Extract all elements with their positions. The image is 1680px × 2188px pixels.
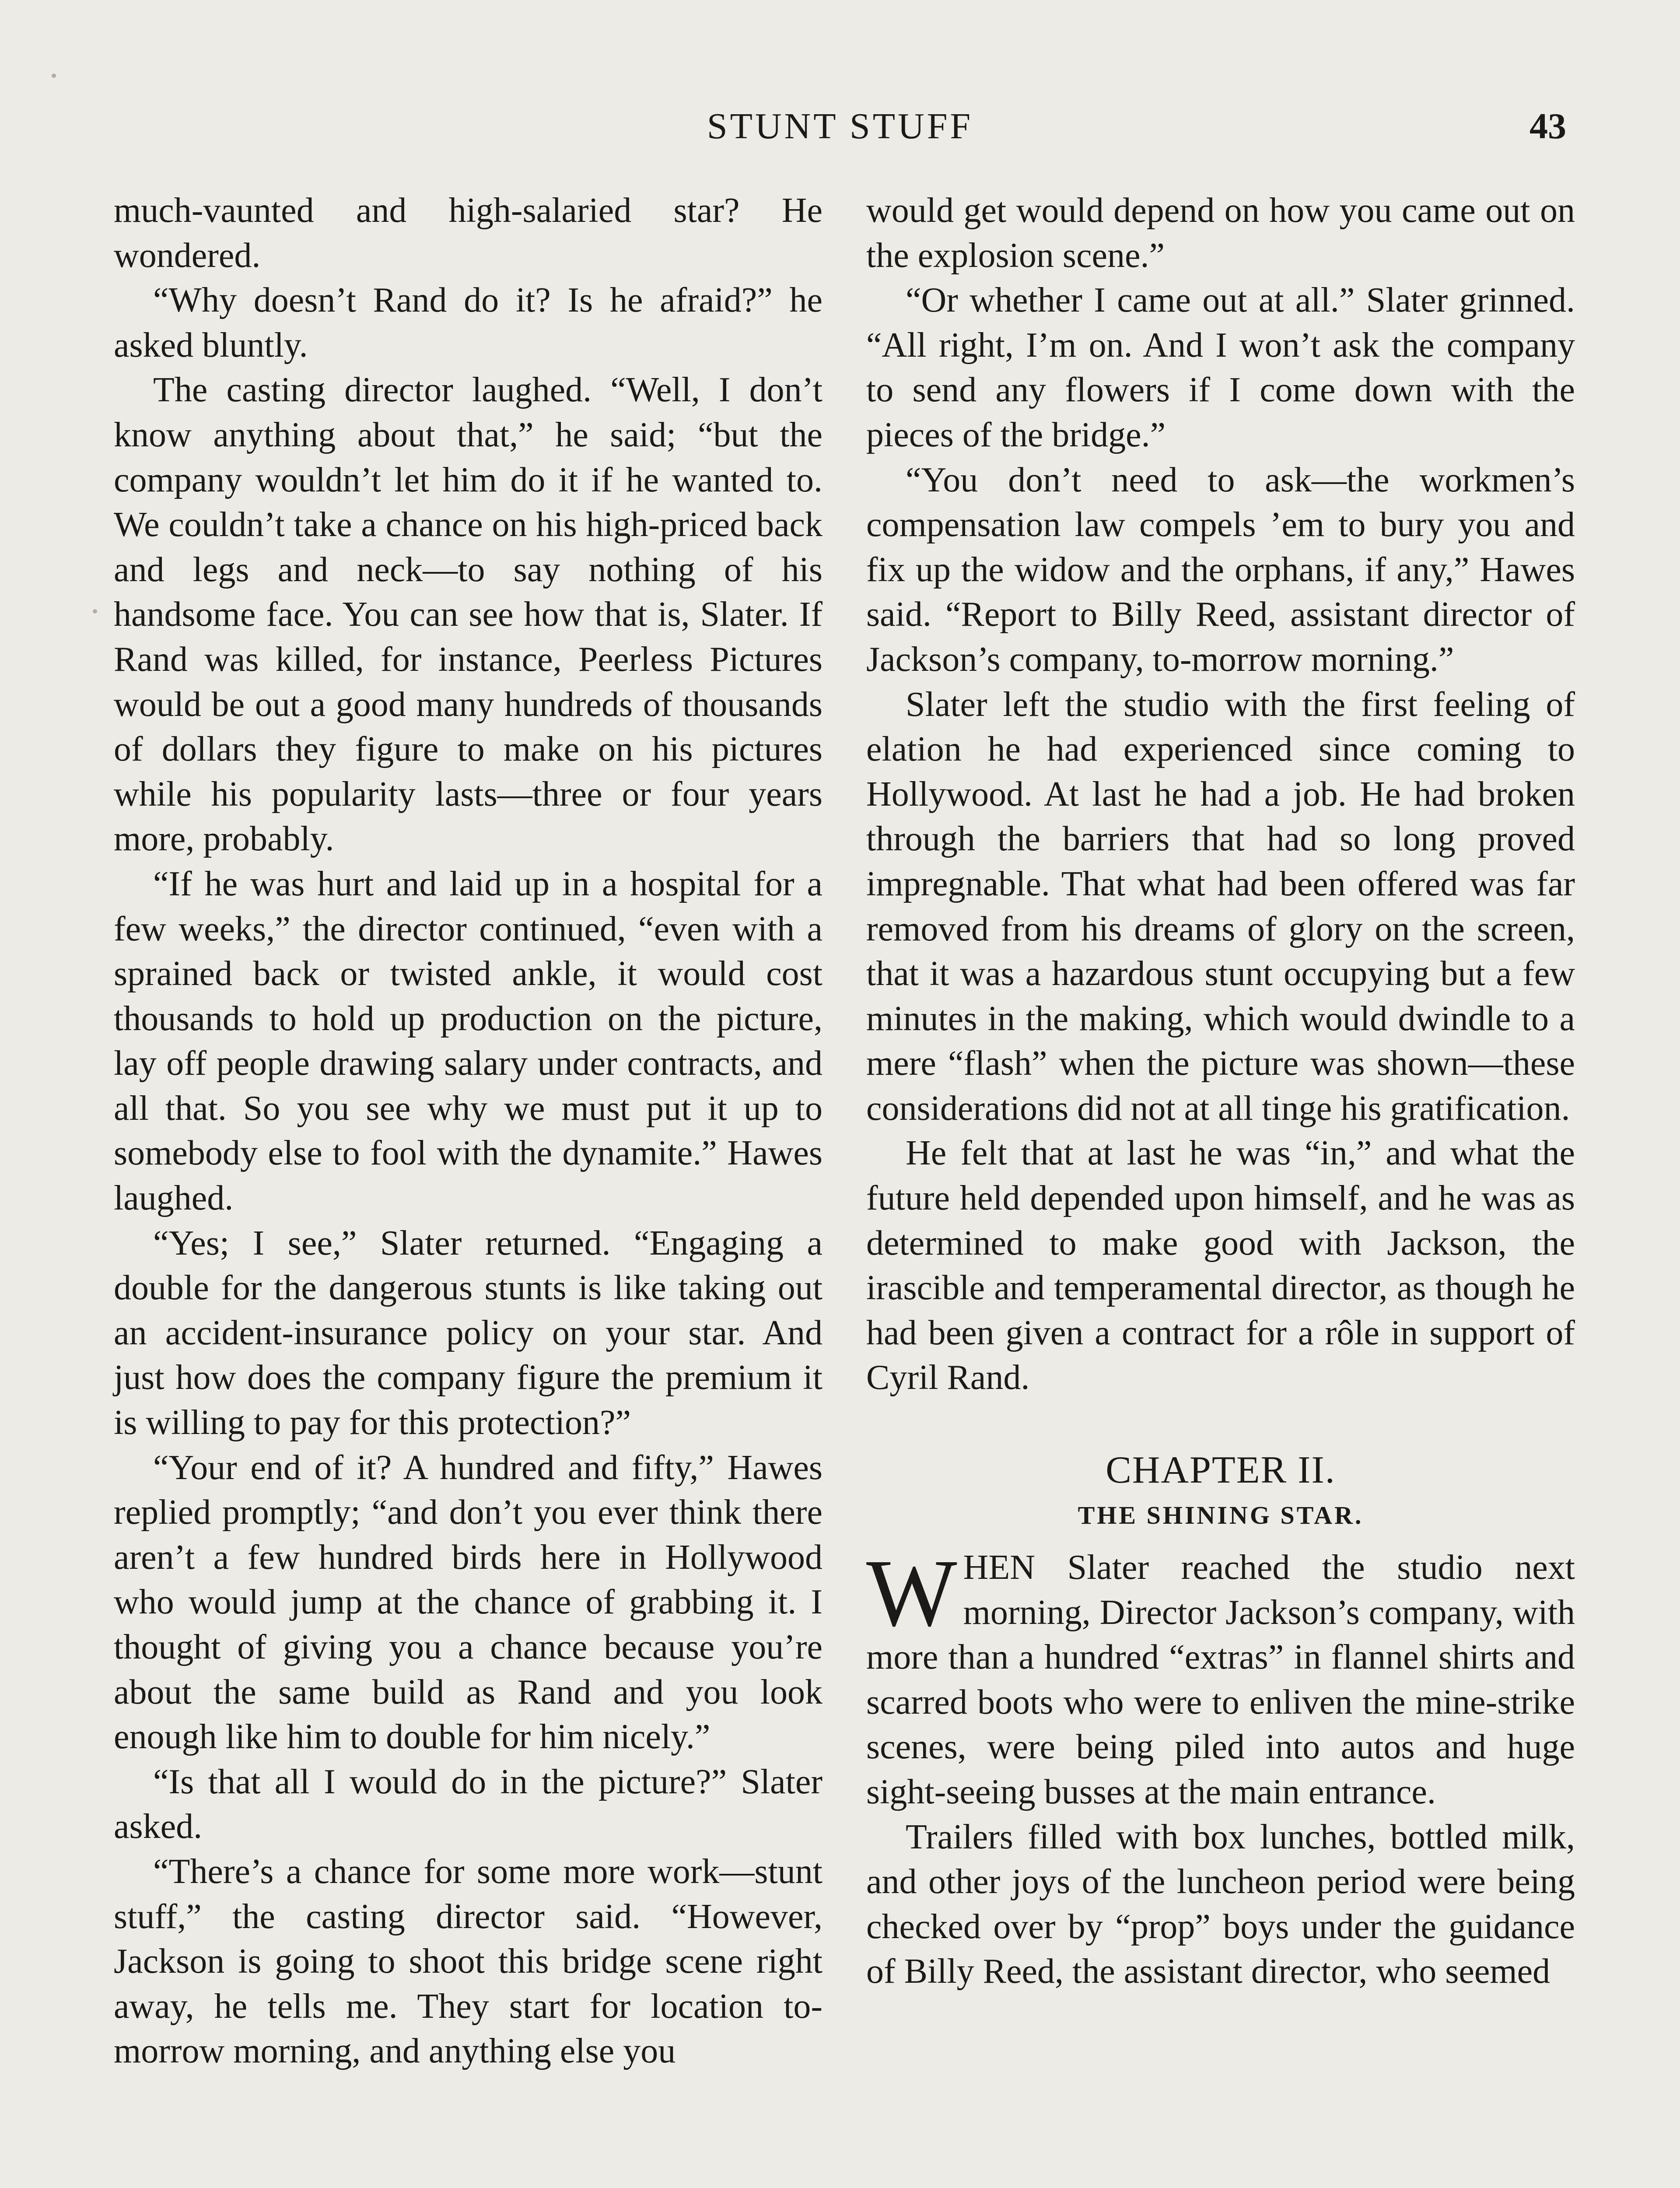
chapter-heading: CHAPTER II. [1106,1449,1336,1492]
paragraph: would get would depend on how you came out on the explosion scene.” [866,191,1575,275]
drop-cap: W [866,1539,957,1647]
paragraph: “If he was hurt and laid up in a hospital for a few weeks,” the director continued, “even with a sprained back or twisted ankle, it would cost thousands to hold up production on the picture, lay off people drawing salary under contracts, and all that. So you see why we must put it up to somebody else to fool with the dynamite.” Hawes laughed. [114,864,822,1218]
print-speck [52,74,56,78]
right-column [866,188,1575,1994]
paragraph: Trailers filled with box lunches, bottled milk, and other joys of the luncheon period were being checked over by “prop” boys under the guidance of Billy Reed, the assistant director, who seemed [866,1817,1575,1991]
page-number: 43 [1530,106,1566,147]
running-head [0,105,1680,149]
paragraph: much-vaunted and high-salaried star? He wondered. [114,191,822,275]
paragraph: The casting director laughed. “Well, I don’t know anything about that,” he said; “but the company wouldn’t let him do it if he wanted to. We couldn’t take a chance on his high-priced back and legs and neck—to say nothing of his handsome face. You can see how that is, Slater. If Rand was killed, for instance, Peerless Pictures would be out a good many hundreds of thousands of dollars they figure to make on his pictures while his popularity lasts—three or four years more, probably. [114,371,822,859]
print-speck [93,609,97,614]
paragraph: “Is that all I would do in the picture?” Slater asked. [114,1762,822,1846]
paragraph: “Yes; I see,” Slater returned. “Engaging a double for the dangerous stunts is like taking out an accident-insurance policy on your star. And just how does the company figure the premium it is willing to pay for this protection?” [114,1224,822,1442]
paragraph: “Why doesn’t Rand do it? Is he afraid?” he asked bluntly. [114,281,822,365]
paragraph: “Your end of it? A hundred and fifty,” Hawes replied promptly; “and don’t you ever think there aren’t a few hundred birds here in Hollywood who would jump at the chance of grabbing it. I thought of giving you a chance because you’re about the same build as Rand and you look enough like him to double for him nicely.” [114,1448,822,1757]
paragraph: “There’s a chance for some more work—stunt stuff,” the casting director said. “However, Jackson is going to shoot this bridge scene right away, he tells me. They start for location to-morrow morning, and anything else you [114,1852,822,2071]
running-title: STUNT STUFF [707,106,973,147]
chapter-opening-paragraph [866,1539,1575,1815]
paragraph: He felt that at last he was “in,” and what the future held depended upon himself, and he was as determined to make good with Jackson, the irascible and temperamental director, as though he had been given a contract for a rôle in support of Cyril Rand. [866,1134,1575,1397]
paragraph: “You don’t need to ask—the workmen’s compensation law compels ’em to bury you and fix up the widow and the orphans, if any,” Hawes said. “Report to Billy Reed, assistant director of Jackson’s company, to-morrow morning.” [866,460,1575,679]
left-column [114,188,822,2074]
paragraph: “Or whether I came out at all.” Slater grinned. “All right, I’m on. And I won’t ask the company to send any flowers if I come down with the pieces of the bridge.” [866,281,1575,454]
chapter-subtitle: THE SHINING STAR. [1078,1501,1364,1530]
paragraph: Slater left the studio with the first feeling of elation he had experienced since coming to Hollywood. At last he had a job. He had broken through the barriers that had so long proved impregnable. That what had been offered was far removed from his dreams of glory on the screen, that it was a hazardous stunt occupying but a few minutes in the making, which would dwindle to a mere “flash” when the picture was shown—these considerations did not at all tinge his gratification. [866,685,1575,1128]
paragraph-text: HEN Slater reached the studio next morning, Director Jackson’s company, with more than a hundred “extras” in flannel shirts and scarred boots who were to enliven the mine-strike scenes, were being piled into autos and huge sight-seeing busses at the main entrance. [866,1548,1575,1811]
